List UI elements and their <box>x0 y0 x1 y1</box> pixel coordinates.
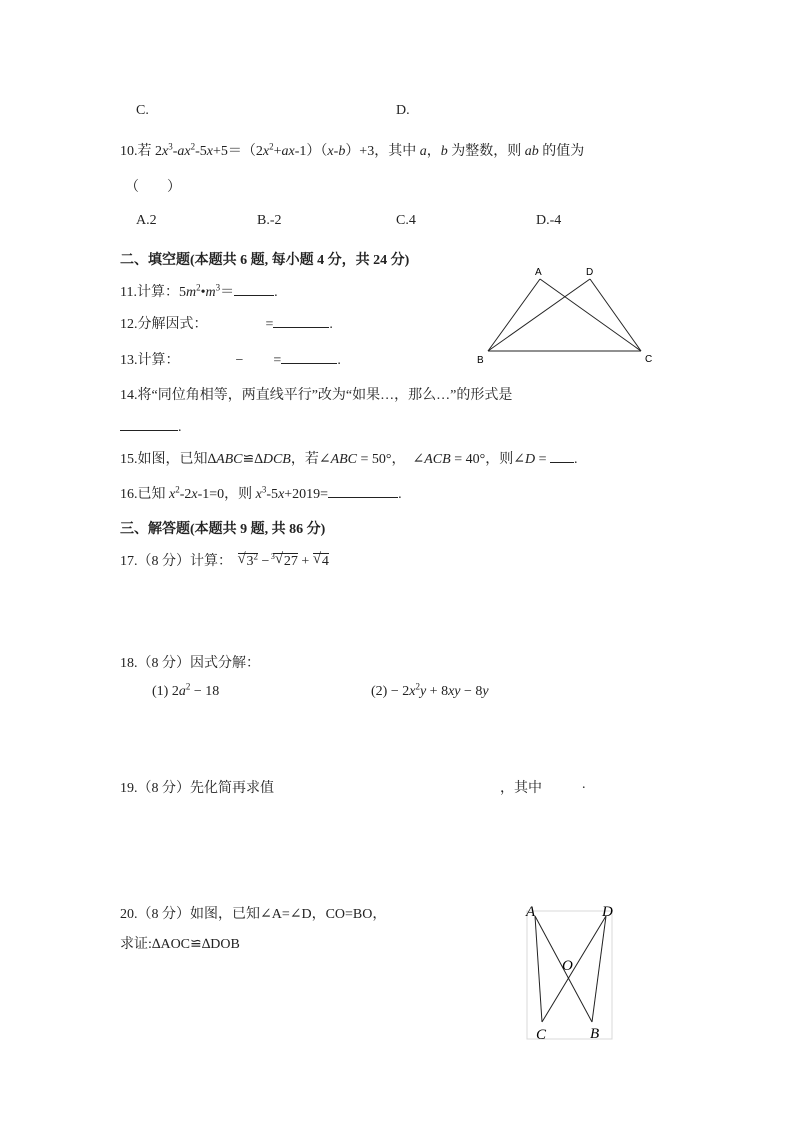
q16-end: . <box>398 487 402 502</box>
q10-number: 10.若 <box>120 144 155 159</box>
q18-var: y <box>419 684 427 699</box>
q17-text: 17.（8 分）计算： <box>120 554 232 569</box>
q12-eq: = <box>265 317 274 332</box>
q11-answer-blank[interactable] <box>234 281 274 296</box>
label-C: C <box>536 1027 547 1043</box>
q20-line1: 20.（8 分）如图，已知∠A=∠D，CO=BO， <box>120 907 387 922</box>
q16-text: -1=0，则 <box>197 487 256 502</box>
q14-answer <box>120 416 182 436</box>
q17-radicand: 3 <box>246 554 254 569</box>
q10-var: x <box>206 144 213 159</box>
figure-bowtie <box>520 898 618 1046</box>
section-2-title: 二、填空题(本题共 6 题, 每小题 4 分，共 24 分) <box>120 253 410 268</box>
q15-var: ACB <box>424 452 451 467</box>
q15-var: DCB <box>262 452 291 467</box>
q13-end: . <box>337 353 341 368</box>
q17-radicand: 27 <box>283 554 298 569</box>
q18-text: + 8 <box>426 684 449 699</box>
figure-triangles <box>472 262 662 368</box>
radical-icon: √ <box>274 551 284 567</box>
q17-sqrt-1 <box>238 553 259 570</box>
q10-exp: 2 <box>190 141 196 152</box>
q10-var: ax <box>281 144 295 159</box>
q19-where: ，其中 <box>500 781 542 796</box>
q10-text: 的值为 <box>538 144 585 159</box>
label-C: C <box>645 354 653 365</box>
line-DB <box>488 279 590 351</box>
q10-var: x <box>327 144 334 159</box>
q16-text: +2019= <box>284 487 329 502</box>
q16-exp: 3 <box>261 484 267 495</box>
q10-var: ab <box>524 144 539 159</box>
q15-value: = 50°， <box>357 452 413 467</box>
q10-option-b: B.-2 <box>257 213 282 228</box>
q15-angle-symbol: ∠ <box>412 452 425 467</box>
q11-var: m <box>205 285 216 300</box>
q10-var: x <box>262 144 270 159</box>
q11-text: 11.计算：5 <box>120 285 186 300</box>
q10-text: ）+3，其中 <box>345 144 420 159</box>
q13-answer-blank[interactable] <box>281 349 337 364</box>
q18-var: x <box>409 684 416 699</box>
q15-var: D <box>524 452 536 467</box>
q13-minus: − <box>235 353 244 368</box>
label-B: B <box>477 355 484 366</box>
q15-triangle-symbol: ∆ <box>207 452 217 467</box>
q11-dot: • <box>200 285 206 300</box>
q15-var: ABC <box>330 452 358 467</box>
q17-plus: + <box>301 554 310 569</box>
q18-title: 18.（8 分）因式分解： <box>120 656 260 671</box>
label-A: A <box>526 904 536 920</box>
q11-exp: 2 <box>196 282 201 293</box>
q16-var: x <box>169 487 176 502</box>
q10-text: + <box>273 144 282 159</box>
q15-angle-symbol: ∠ <box>318 452 331 467</box>
q18-text: (1) 2 <box>152 684 179 699</box>
line-AC <box>540 279 641 351</box>
q18-text: − 8 <box>460 684 483 699</box>
line-DC <box>590 279 641 351</box>
q17 <box>120 550 329 570</box>
q10-var: x <box>162 144 169 159</box>
q19-text: 19.（8 分）先化简再求值 <box>120 781 274 796</box>
q9-option-c: C. <box>136 103 149 118</box>
q17-radicand: 4 <box>321 554 329 569</box>
q10-stem <box>120 140 584 160</box>
q19-end: . <box>582 777 586 792</box>
q10-exp: 2 <box>269 141 274 152</box>
label-A: A <box>535 267 542 278</box>
q18-text: (2) − 2 <box>371 684 410 699</box>
line-DB <box>592 916 606 1022</box>
q13-eq: = <box>273 353 282 368</box>
q17-exp: 2 <box>253 551 258 562</box>
q14-end: . <box>178 420 182 435</box>
q20-line2: 求证:∆AOC≌∆DOB <box>120 937 240 952</box>
q10-option-a: A.2 <box>136 213 157 228</box>
line-AB <box>488 279 540 351</box>
q15-eq: = <box>535 452 550 467</box>
q16-text: 16.已知 <box>120 487 169 502</box>
q10-var: b <box>440 144 448 159</box>
q18-var: y <box>482 684 489 699</box>
q11-var: m <box>185 285 197 300</box>
q15-answer-blank[interactable] <box>550 448 574 463</box>
q16-var: x <box>255 487 262 502</box>
q15-text: 15.如图，已知 <box>120 452 208 467</box>
q10-var: a <box>419 144 427 159</box>
q10-text: - <box>333 144 339 159</box>
label-B: B <box>590 1026 600 1042</box>
q15-congruent-symbol: ≌∆ <box>242 452 263 467</box>
q13 <box>120 349 341 369</box>
q10-text: -1）（ <box>294 144 328 159</box>
q10-exp: 3 <box>168 141 173 152</box>
section-3-title: 三、解答题(本题共 9 题, 共 86 分) <box>120 522 326 537</box>
q11-end: . <box>274 285 278 300</box>
q17-sqrt-2 <box>313 553 329 570</box>
q17-minus: − <box>261 554 270 569</box>
q15-text: ，若 <box>290 452 319 467</box>
q10-var: b <box>338 144 346 159</box>
figure-frame <box>527 911 612 1039</box>
label-D: D <box>586 267 594 278</box>
q18-var: xy <box>448 684 461 699</box>
q15-end: . <box>573 452 578 467</box>
q10-text: ， <box>426 144 441 159</box>
q10-text: 2 <box>155 144 162 159</box>
q9-option-d: D. <box>396 103 410 118</box>
q15 <box>120 448 577 468</box>
q16-var: x <box>191 487 198 502</box>
q18-exp: 2 <box>185 681 191 692</box>
q12-text: 12.分解因式： <box>120 317 208 332</box>
q10-answer-paren: （ ） <box>125 180 181 195</box>
q10-text: 为整数，则 <box>447 144 525 159</box>
q12-end: . <box>329 317 333 332</box>
q18-exp: 2 <box>415 681 420 692</box>
q18-var: a <box>178 684 186 699</box>
q16-var: x <box>278 487 285 502</box>
q14-text: 14.将“同位角相等，两直线平行”改为“如果…，那么…”的形式是 <box>120 388 513 403</box>
q18-text: − 18 <box>190 684 220 699</box>
q15-text: ，则 <box>485 452 514 467</box>
q14-answer-blank[interactable] <box>120 416 178 431</box>
q12-answer-blank[interactable] <box>273 313 329 328</box>
q10-option-d: D.-4 <box>536 213 562 228</box>
q15-var: ABC <box>216 452 243 467</box>
q15-value: = 40° <box>450 452 486 467</box>
q11-exp: 3 <box>215 282 221 293</box>
q18-part2 <box>371 681 489 700</box>
q16-text: -2 <box>179 487 192 502</box>
q15-angle-symbol: ∠ <box>513 452 525 467</box>
q16-exp: 2 <box>175 484 180 495</box>
label-O: O <box>562 958 573 974</box>
q16-text: -5 <box>266 487 279 502</box>
q11 <box>120 281 278 301</box>
q16 <box>120 483 402 503</box>
q11-text: ＝ <box>220 285 235 300</box>
q10-option-c: C.4 <box>396 213 416 228</box>
q10-var: ax <box>177 144 191 159</box>
radical-icon: √ <box>237 551 246 567</box>
q10-text: +5＝（2 <box>213 144 263 159</box>
q18-part1 <box>152 681 220 700</box>
q16-answer-blank[interactable] <box>328 483 398 498</box>
q10-text: -5 <box>195 144 207 159</box>
label-D: D <box>602 904 613 920</box>
q10-text: - <box>172 144 178 159</box>
q12 <box>120 313 333 333</box>
line-DC <box>542 916 606 1022</box>
q17-cbrt: 3 √ 27 <box>270 551 298 569</box>
radical-icon: √ <box>312 551 322 567</box>
q13-text: 13.计算： <box>120 353 180 368</box>
line-AC <box>535 916 542 1022</box>
